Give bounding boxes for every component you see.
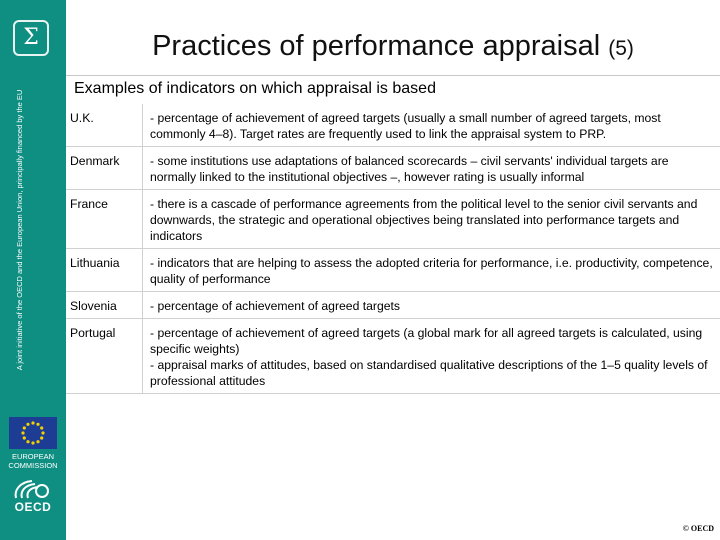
copyright-footer: © OECD bbox=[682, 524, 714, 533]
table-row bbox=[66, 104, 720, 147]
page-title bbox=[66, 30, 720, 63]
indicator-description-cell: - indicators that are helping to assess the adopted criteria for performance, i.e. productivity, competence, quality of performance bbox=[143, 249, 720, 292]
table-row bbox=[66, 147, 720, 190]
indicator-description-cell: - percentage of achievement of agreed targets bbox=[143, 292, 720, 319]
sigma-logo-icon: Σ bbox=[13, 20, 49, 56]
indicator-description-cell: - percentage of achievement of agreed targets (a global mark for all agreed targets is calculated, using specific weights) - appraisal marks of attitudes, based on standardised qualitative descriptions of the 1–5 quality levels of professional attitudes bbox=[143, 319, 720, 394]
country-cell: Lithuania bbox=[70, 256, 120, 270]
title-text: Practices of performance appraisal bbox=[152, 30, 601, 62]
country-cell: Portugal bbox=[70, 326, 116, 340]
indicators-table bbox=[66, 104, 720, 394]
sidebar-vertical-text: A joint initiative of the OECD and the European Union, principally financed by the EU bbox=[15, 89, 24, 371]
table-row bbox=[66, 292, 720, 319]
title-number: (5) bbox=[608, 37, 634, 60]
country-cell: U.K. bbox=[70, 111, 94, 125]
country-cell: Slovenia bbox=[70, 299, 117, 313]
oecd-logo-label: OECD bbox=[14, 500, 52, 514]
title-divider bbox=[66, 75, 720, 76]
indicator-description-cell: - percentage of achievement of agreed targets (usually a small number of agreed targets, most commonly 4–8). Target rates are frequently used to link the appraisal system to PRP. bbox=[143, 104, 720, 147]
page-subtitle: Examples of indicators on which appraisal is based bbox=[74, 80, 436, 97]
country-cell: France bbox=[70, 197, 108, 211]
indicator-description-cell: - there is a cascade of performance agreements from the political level to the senior civil servants and downwards, the strategic and operational objectives being translated into performance targets and indicators bbox=[143, 190, 720, 249]
eu-flag-icon bbox=[9, 417, 57, 449]
table-row bbox=[66, 249, 720, 292]
indicator-description-cell: - some institutions use adaptations of balanced scorecards – civil servants' individual targets are normally linked to the institutional objectives –, however rating is usually informal bbox=[143, 147, 720, 190]
table-row bbox=[66, 319, 720, 394]
country-cell: Denmark bbox=[70, 154, 120, 168]
european-commission-label: EUROPEAN COMMISSION bbox=[8, 452, 58, 470]
table-row bbox=[66, 190, 720, 249]
sidebar bbox=[0, 0, 66, 540]
